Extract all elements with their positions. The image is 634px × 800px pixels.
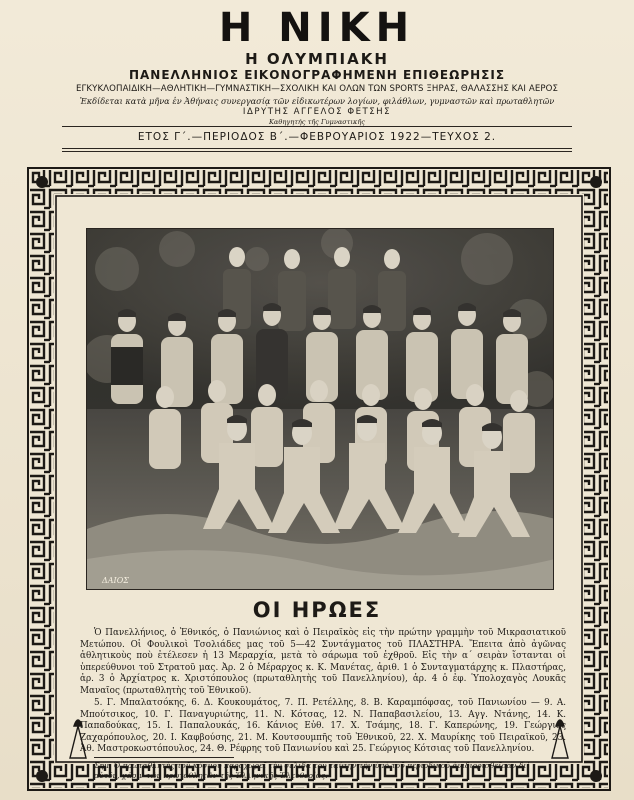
masthead-rule-bottom-double: [62, 151, 572, 152]
note-divider: [94, 757, 234, 758]
founder-line: ΙΔΡΥΤΗΣ ΑΓΓΕΛΟΣ ΦΕΤΣΗΣ: [242, 107, 392, 117]
article-heading: ΟΙ ΗΡΩΕΣ: [252, 598, 382, 622]
founder-title: Καθηγητής τῆς Γυμναστικῆς: [269, 118, 365, 126]
masthead-rule-top: [62, 126, 572, 127]
issue-line: ΕΤΟΣ Γ΄.—ΠΕΡΙΟΔΟΣ Β΄.—ΦΕΒΡΟΥΑΡΙΟΣ 1922—ΤΕΥΧΟΣ 2.: [137, 131, 497, 143]
magazine-description: ΠΑΝΕΛΛΗΝΙΟΣ ΕΙΚΟΝΟΓΡΑΦΗΜΕΝΗ ΕΠΙΘΕΩΡΗΣΙΣ: [128, 68, 506, 82]
footnote: Σημ. Ὁ πρωταθλητὴς τοῦ κόσμου παραχωρεῖ τὴν σελίδα του ταύτην τὴν ὑπὸ τοῦ περιοδικοῦ ἀνιδιορισθεῖσαν δι᾽ αὐτόν, χάριν τῶν πρωταθλητῶν τῆς Ἑλληνικῆς Ἐλευθερίας.: [94, 761, 531, 780]
photo-credit: ΔΑΙΟΣ: [102, 576, 129, 585]
magazine-subtitle: Η ΟΛΥΜΠΙΑΚΗ: [245, 50, 389, 68]
magazine-title: Η ΝΙΚΗ: [218, 5, 416, 51]
masthead-rule-bottom: [62, 148, 572, 149]
team-photograph-graphic: [87, 229, 554, 590]
article-paragraph-2: 5. Γ. Μπαλατσόκης, 6. Δ. Κουκουμάτος, 7. Π. Ρετέλλης, 8. Β. Καραμπόφσας, τοῦ Πανιωνίου — 9. Α. Μπούτσικος, 10. Γ. Παναγυριώτης, 11. Ν. Κότσας, 12. Ν. Παπαβασιλείου, 13. Αγγ. Ντάνης, 14. Κ. Παπαδούκας, 15. Ι. Παπαλουκάς, 16. Κάνιος Εὐθ. 17. Χ. Τσάμης, 18. Γ. Καπερώνης, 19. Γεώργιος Ζαχαρόπουλος, 20. Ι. Καφβούσης, 21. Μ. Κουτσουμπῆς τοῦ Ἐθνικοῦ, 22. Χ. Μαυρίκης τοῦ Πειραϊκοῦ, 23. Ἀθ. Μαστροκωστόπουλος, 24. Θ. Ρέφρης τοῦ Πανιωνίου καὶ 25. Γεώργιος Κότσιας τοῦ Πανελληνίου.: [80, 698, 566, 754]
magazine-publication-note: Ἐκδίδεται κατὰ μῆνα ἐν Ἀθήναις συνεργασίᾳ τῶν εἰδικωτέρων λογίων, φιλάθλων, γυμναστῶν καὶ πρωταθλητῶν: [79, 96, 555, 106]
masthead: [0, 6, 634, 127]
team-photograph: [86, 228, 554, 590]
article-paragraph-1: Ὁ Πανελλήνιος, ὁ Ἐθνικός, ὁ Πανιώνιος καὶ ὁ Πειραϊκὸς εἰς τὴν πρώτην γραμμὴν τοῦ Μικρασιατικοῦ Μετώπου. Οἱ Φουλικοὶ Τσολιάδες μας τοῦ 5—42 Συντάγματος τοῦ ΠΛΑΣΤΗΡΑ. Ἔπειτα ἀπὸ ἀγῶνας ἀθλητικοὺς ποὺ ἐτέλεσεν ἡ 13 Μεραρχία, μετὰ τὸ σάρωμα τοῦ ἐχθροῦ. Εἰς τὴν α΄ σειρὰν ἵστανται οἱ ὑπερεύθυνοι τοῦ Στρατοῦ μας. Ἀρ. 2 ὁ Μέραρχος κ. Κ. Μανέτας, ἀριθ. 1 ὁ Συνταγματάρχης κ. Πλαστήρας, ἀρ. 3 ὁ Ἀρχίατρος κ. Χριστόπουλος (πρωταθλητὴς τοῦ Πανελληνίου), ἀρ. 4 ὁ ἐφ. Ὑπολοχαγὸς Λουκᾶς Μαναῖος (πρωταθλητὴς τοῦ Ἐθνικοῦ).: [80, 628, 566, 696]
magazine-topics: ΕΓΚΥΚΛΟΠΑΙΔΙΚΗ—ΑΘΛΗΤΙΚΗ—ΓΥΜΝΑΣΤΙΚΗ—ΣΧΟΛΙΚΗ ΚΑΙ ΟΛΩΝ ΤΩΝ SPORTS ΞΗΡΑΣ, ΘΑΛΑΣΣΗΣ ΚΑΙ ΑΕΡΟΣ: [75, 84, 559, 94]
